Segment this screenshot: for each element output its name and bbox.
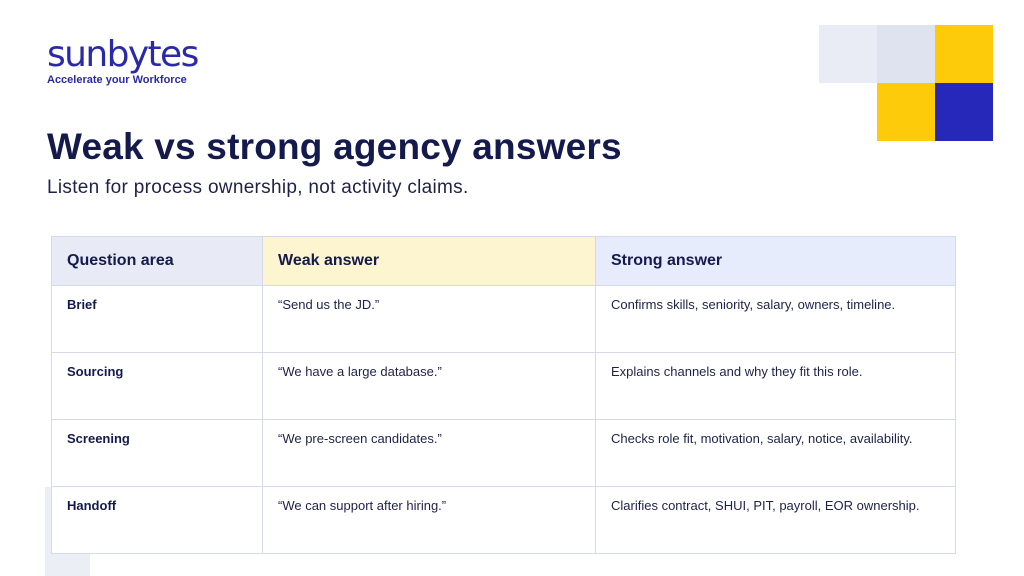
- table-row: [52, 353, 956, 420]
- strong-answer-cell: Checks role fit, motivation, salary, notice, availability.: [596, 420, 956, 487]
- question-area-cell: Brief: [52, 286, 263, 353]
- corner-decoration: [819, 25, 993, 141]
- slide-subtitle: Listen for process ownership, not activity claims.: [47, 177, 469, 198]
- weak-answer-cell: “We pre-screen candidates.”: [263, 420, 596, 487]
- table-row: [52, 420, 956, 487]
- deco-square-blue: [935, 83, 993, 141]
- deco-square-bluegray: [877, 25, 935, 83]
- weak-answer-cell: “Send us the JD.”: [263, 286, 596, 353]
- table-row: [52, 286, 956, 353]
- strong-answer-cell: Confirms skills, seniority, salary, owners, timeline.: [596, 286, 956, 353]
- column-header-strong-answer: Strong answer: [596, 237, 956, 286]
- column-header-question-area: Question area: [52, 237, 263, 286]
- deco-square-yellow-top: [935, 25, 993, 83]
- deco-square-lavender: [819, 25, 877, 83]
- deco-square-yellow-bottom: [877, 83, 935, 141]
- table-row: [52, 487, 956, 554]
- weak-answer-cell: “We can support after hiring.”: [263, 487, 596, 554]
- question-area-cell: Sourcing: [52, 353, 263, 420]
- question-area-cell: Handoff: [52, 487, 263, 554]
- brand-name: sunbytes: [47, 34, 198, 75]
- slide-title: Weak vs strong agency answers: [47, 126, 622, 167]
- strong-answer-cell: Clarifies contract, SHUI, PIT, payroll, EOR ownership.: [596, 487, 956, 554]
- weak-answer-cell: “We have a large database.”: [263, 353, 596, 420]
- strong-answer-cell: Explains channels and why they fit this role.: [596, 353, 956, 420]
- table-header-row: [52, 237, 956, 286]
- brand-logo: [47, 36, 198, 86]
- column-header-weak-answer: Weak answer: [263, 237, 596, 286]
- question-area-cell: Screening: [52, 420, 263, 487]
- brand-tagline: Accelerate your Workforce: [47, 74, 187, 86]
- answers-table: [51, 236, 956, 554]
